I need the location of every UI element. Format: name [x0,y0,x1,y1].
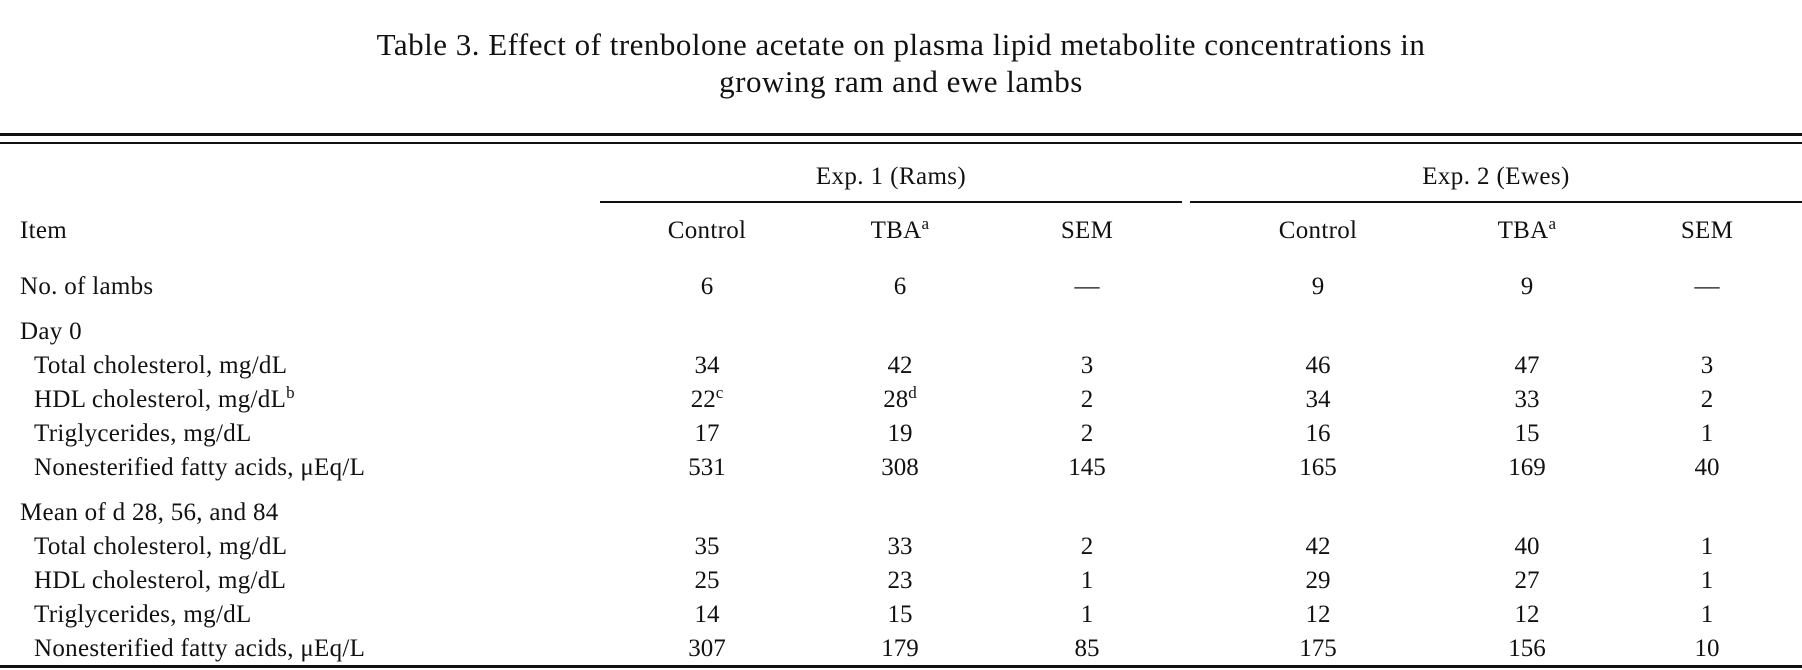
cell-value: 29 [1305,567,1331,594]
cell-value: 1 [1080,601,1094,628]
cell-value: 34 [694,352,720,379]
table-cell [1467,532,1587,562]
cell-value: 19 [887,420,913,447]
column-header-tba-exp2 [1447,216,1607,246]
caption-line-1: Table 3. Effect of trenbolone acetate on plasma lipid metabolite concentrations in [376,27,1426,62]
row-label-text: Mean of d 28, 56, and 84 [20,499,279,526]
table-cell [1027,566,1147,596]
cell-value: 3 [1080,352,1094,379]
group-rule-exp1 [600,201,1182,203]
cell-value: 27 [1514,567,1540,594]
cell-value: 23 [887,567,913,594]
table-cell [840,419,960,449]
row-label-text: Total cholesterol, mg/dL [34,533,288,560]
table-cell [1467,566,1587,596]
table-cell [1467,453,1587,483]
table-cell [1647,272,1767,302]
table-cell [1258,566,1378,596]
row-label [34,532,287,562]
table-cell [647,351,767,381]
cell-value: 12 [1305,601,1331,628]
cell-value: — [1694,273,1720,300]
column-header-text: SEM [1680,217,1734,244]
table-cell [647,566,767,596]
footnote-marker: b [286,383,295,402]
cell-value: 9 [1311,273,1325,300]
footnote-marker: a [921,214,930,233]
cell-value: 156 [1508,635,1546,662]
table-cell [840,600,960,630]
section-label [20,317,82,347]
column-header-text: TBA [1497,217,1549,244]
cell-value: 169 [1508,454,1546,481]
cell-value: 179 [881,635,919,662]
caption-line-2: growing ram and ewe lambs [719,64,1083,99]
row-label-text: Day 0 [20,318,82,345]
table-cell [840,351,960,381]
cell-value: 40 [1514,533,1540,560]
row-label [34,634,365,664]
row-label [34,385,295,415]
row-label [34,600,252,630]
table-cell [1467,600,1587,630]
cell-value: 22 [690,386,716,413]
row-label-text: No. of lambs [20,273,154,300]
column-header-sem-exp2 [1627,216,1787,246]
table-cell [840,566,960,596]
group-header-exp1: Exp. 1 (Rams) [815,163,967,190]
cell-value: 145 [1068,454,1106,481]
table-caption [0,26,1802,100]
row-label-text: HDL cholesterol, mg/dL [34,386,287,413]
table-cell [1647,634,1767,664]
cell-value: 1 [1700,601,1714,628]
row-label [20,272,153,302]
cell-value: — [1074,273,1100,300]
table-cell [1027,453,1147,483]
table-cell [1467,351,1587,381]
cell-value: 1 [1700,533,1714,560]
table-cell [1647,453,1767,483]
table-cell [647,419,767,449]
table-cell [1258,351,1378,381]
cell-value: 308 [881,454,919,481]
table-cell [840,634,960,664]
top-rule-1 [0,133,1802,136]
column-header-text: Control [667,217,747,244]
cell-value: 6 [893,273,907,300]
cell-value: 165 [1299,454,1337,481]
table-cell [840,453,960,483]
table-cell [840,272,960,302]
table-cell [1027,532,1147,562]
row-label-text: Triglycerides, mg/dL [34,601,252,628]
row-label [34,419,252,449]
row-label-text: HDL cholesterol, mg/dL [34,567,287,594]
cell-value: 10 [1694,635,1720,662]
cell-value: 34 [1305,386,1331,413]
column-header-sem-exp1 [1007,216,1167,246]
table-cell [647,385,767,415]
cell-value: 15 [887,601,913,628]
row-label-text: Total cholesterol, mg/dL [34,352,288,379]
table-cell [1647,532,1767,562]
cell-value: 2 [1080,386,1094,413]
row-label [34,566,286,596]
cell-value: 40 [1694,454,1720,481]
table-cell [647,634,767,664]
row-label [34,351,287,381]
table-cell [1027,600,1147,630]
table-cell [1647,566,1767,596]
cell-value: 531 [688,454,726,481]
column-header-text: SEM [1060,217,1114,244]
cell-value: 33 [887,533,913,560]
group-rule-exp2 [1190,201,1802,203]
table-cell [1258,634,1378,664]
cell-value: 25 [694,567,720,594]
row-label-text: Nonesterified fatty acids, μEq/L [34,454,366,481]
table-cell [1258,419,1378,449]
table-cell [647,532,767,562]
table-cell [647,272,767,302]
cell-value: 35 [694,533,720,560]
table-cell [1647,351,1767,381]
cell-value: 33 [1514,386,1540,413]
cell-value: 2 [1700,386,1714,413]
cell-value: 2 [1080,533,1094,560]
table-cell [1027,634,1147,664]
cell-value: 6 [700,273,714,300]
cell-value: 1 [1080,567,1094,594]
table-cell [1258,600,1378,630]
footnote-marker: d [908,383,917,402]
table-cell [840,532,960,562]
cell-value: 2 [1080,420,1094,447]
table-cell [1027,272,1147,302]
cell-value: 3 [1700,352,1714,379]
cell-value: 17 [694,420,720,447]
cell-value: 28 [883,386,909,413]
table-cell [1258,385,1378,415]
table-cell [1258,453,1378,483]
cell-value: 307 [688,635,726,662]
column-header-text: TBA [870,217,922,244]
cell-value: 12 [1514,601,1540,628]
group-header-exp2: Exp. 2 (Ewes) [1422,163,1570,190]
table-cell [1027,419,1147,449]
table-cell [1467,272,1587,302]
cell-value: 46 [1305,352,1331,379]
table-cell [840,385,960,415]
table-cell [1027,385,1147,415]
table-cell [1467,419,1587,449]
cell-value: 14 [694,601,720,628]
table-cell [1467,634,1587,664]
top-rule-2 [0,142,1802,144]
row-label-text: Nonesterified fatty acids, μEq/L [34,635,366,662]
column-header-control-exp1 [627,216,787,246]
table-cell [1258,532,1378,562]
row-label-text: Triglycerides, mg/dL [34,420,252,447]
cell-value: 1 [1700,567,1714,594]
cell-value: 47 [1514,352,1540,379]
section-label [20,498,279,528]
table-cell [1647,600,1767,630]
cell-value: 15 [1514,420,1540,447]
column-header-text: Control [1278,217,1358,244]
footnote-marker: a [1548,214,1557,233]
table-cell [1647,385,1767,415]
cell-value: 175 [1299,635,1337,662]
cell-value: 1 [1700,420,1714,447]
table-cell [1647,419,1767,449]
cell-value: 42 [887,352,913,379]
column-header-control-exp2 [1238,216,1398,246]
table-cell [1258,272,1378,302]
table-cell [1467,385,1587,415]
cell-value: 16 [1305,420,1331,447]
item-column-header: Item [20,217,68,244]
table-cell [647,453,767,483]
table-cell [1027,351,1147,381]
bottom-rule [0,665,1802,668]
row-label [34,453,365,483]
cell-value: 42 [1305,533,1331,560]
footnote-marker: c [715,383,724,402]
cell-value: 85 [1074,635,1100,662]
table-cell [647,600,767,630]
cell-value: 9 [1520,273,1534,300]
column-header-tba-exp1 [820,216,980,246]
